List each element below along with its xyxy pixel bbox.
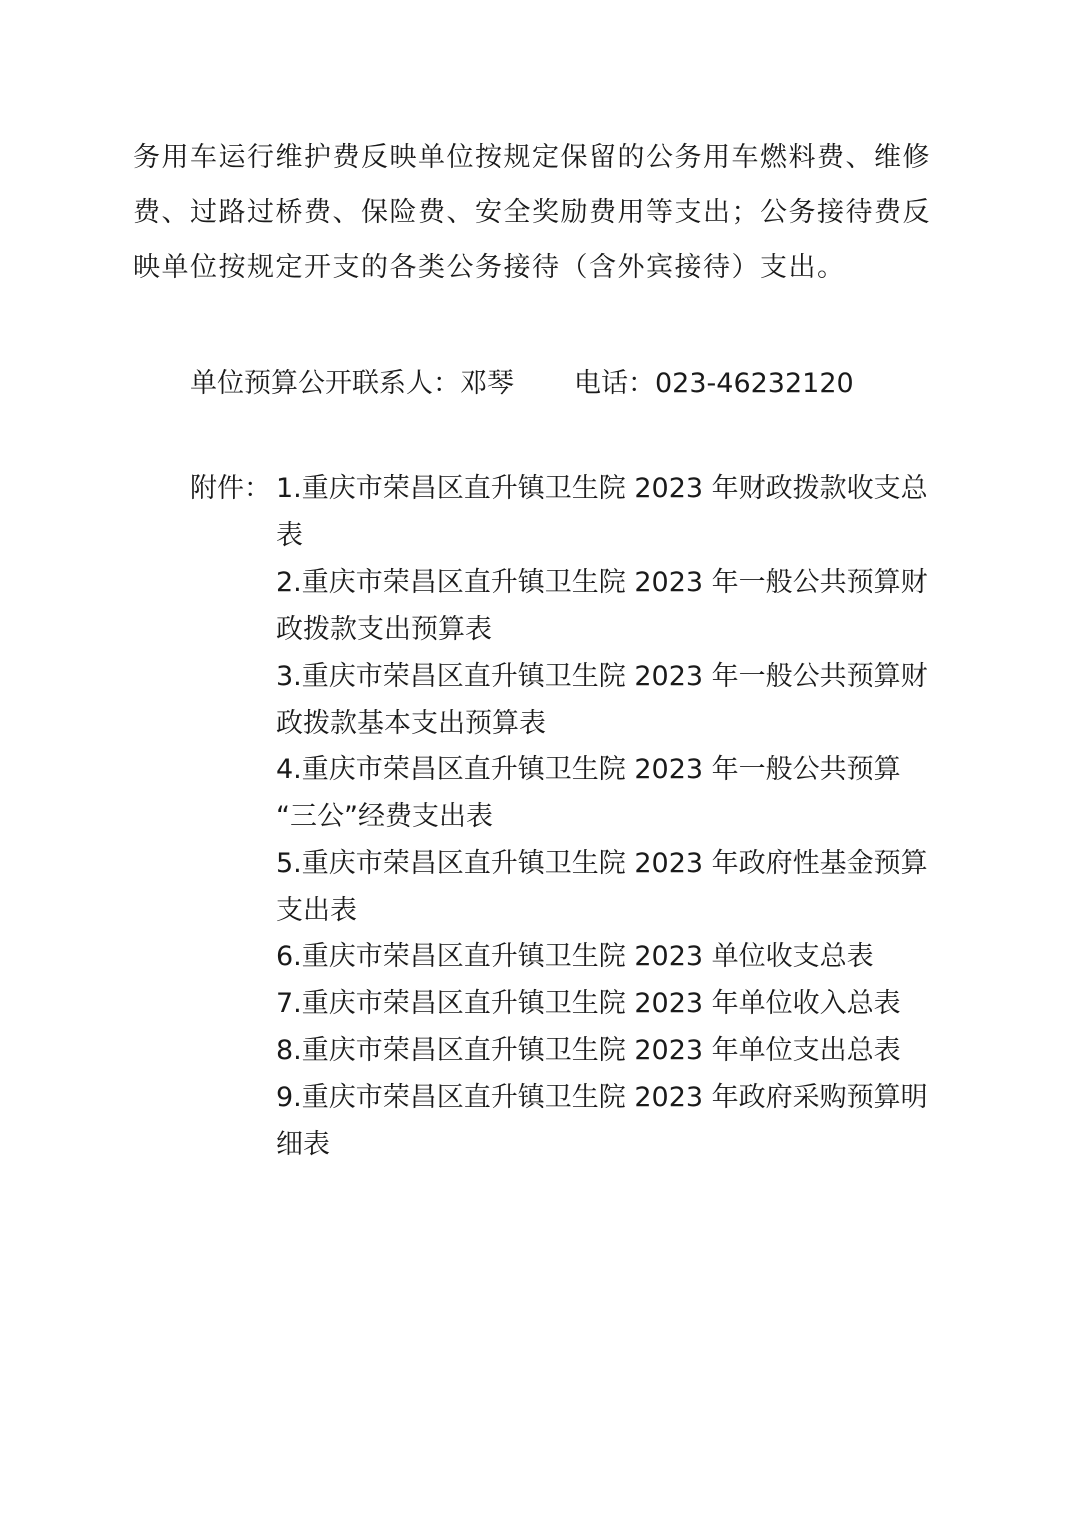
attachment-item-4-line-1: 4.重庆市荣昌区直升镇卫生院 2023 年一般公共预算 [276,754,901,785]
attachment-item-5 [276,840,944,934]
paragraph-line-3 [133,250,846,286]
paragraph-line-1 [133,140,944,176]
attachment-item-3 [276,653,944,747]
attachment-item-9-line-2: 细表 [276,1129,330,1160]
attachment-item-4 [276,746,944,840]
attachment-item-5-line-1: 5.重庆市荣昌区直升镇卫生院 2023 年政府性基金预算 [276,848,928,879]
attachment-item-7-line-1: 7.重庆市荣昌区直升镇卫生院 2023 年单位收入总表 [276,988,901,1019]
paragraph-text-3: 映单位按规定开支的各类公务接待（含外宾接待）支出。 [133,252,846,283]
attachment-item-1 [276,465,944,559]
contact-person: 单位预算公开联系人：邓琴 [190,368,514,399]
attachment-item-2-line-1: 2.重庆市荣昌区直升镇卫生院 2023 年一般公共预算财 [276,567,928,598]
attachment-item-9 [276,1074,944,1168]
paragraph-text-1: 务用车运行维护费反映单位按规定保留的公务用车燃料费、维修 [133,142,931,173]
attachment-item-9-line-1: 9.重庆市荣昌区直升镇卫生院 2023 年政府采购预算明 [276,1082,928,1113]
attachment-item-6 [276,933,944,980]
attachment-item-4-line-2: “三公”经费支出表 [276,801,493,832]
paragraph-line-2 [133,195,944,231]
paragraph-text-2: 费、过路过桥费、保险费、安全奖励费用等支出；公务接待费反 [133,197,931,228]
attachment-item-6-line-1: 6.重庆市荣昌区直升镇卫生院 2023 单位收支总表 [276,941,874,972]
attachment-item-1-line-1: 1.重庆市荣昌区直升镇卫生院 2023 年财政拨款收支总 [276,473,928,504]
attachment-item-3-line-1: 3.重庆市荣昌区直升镇卫生院 2023 年一般公共预算财 [276,661,928,692]
contact-line [190,366,854,402]
attachment-item-7 [276,980,944,1027]
attachment-item-8 [276,1027,944,1074]
attachment-item-2-line-2: 政拨款支出预算表 [276,614,492,645]
attachment-item-2 [276,559,944,653]
attachment-item-3-line-2: 政拨款基本支出预算表 [276,708,546,739]
contact-phone: 电话：023-46232120 [574,368,854,399]
attachment-item-8-line-1: 8.重庆市荣昌区直升镇卫生院 2023 年单位支出总表 [276,1035,901,1066]
attachment-item-1-line-2: 表 [276,520,303,551]
attachment-item-5-line-2: 支出表 [276,895,357,926]
attachments-label: 附件： [190,473,271,504]
